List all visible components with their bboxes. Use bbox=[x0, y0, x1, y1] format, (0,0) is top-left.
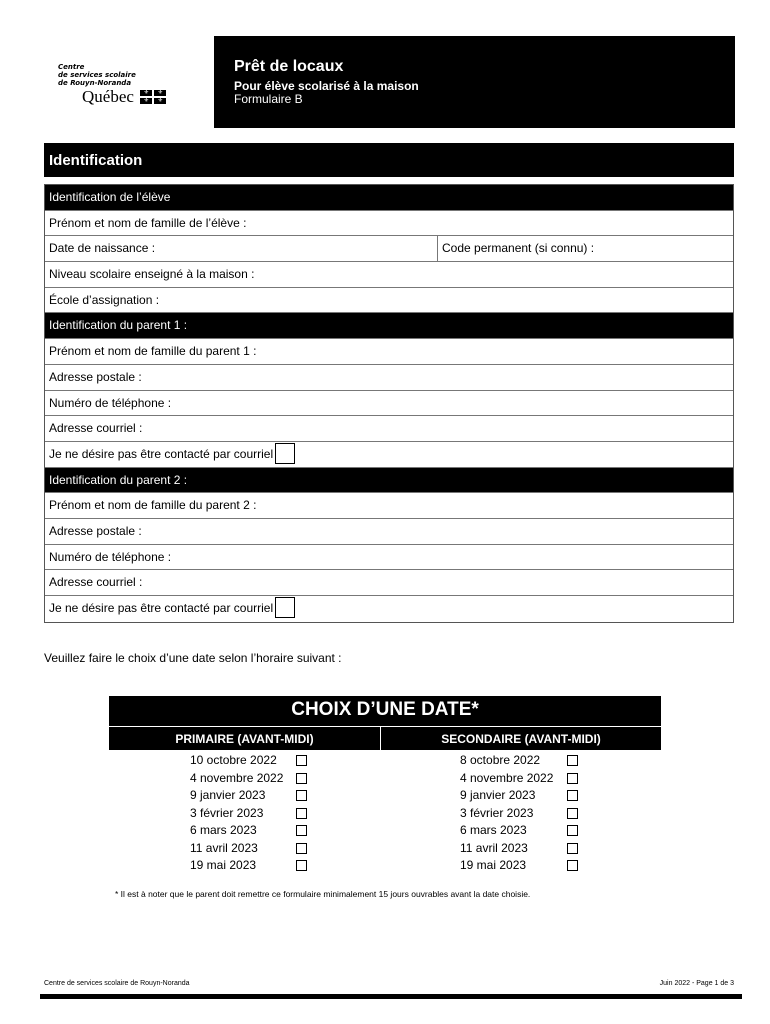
primary-date-option[interactable] bbox=[190, 770, 320, 788]
parent1-phone-field[interactable] bbox=[45, 391, 733, 417]
parent1-name-label: Prénom et nom de famille du parent 1 : bbox=[49, 344, 257, 359]
secondary-date-checkbox[interactable] bbox=[567, 773, 578, 784]
primary-date-label: 9 janvier 2023 bbox=[190, 788, 266, 802]
primary-date-label: 11 avril 2023 bbox=[190, 840, 258, 855]
student-name-label: Prénom et nom de famille de l’élève : bbox=[49, 215, 247, 230]
form-subtitle: Pour élève scolarisé à la maison bbox=[234, 79, 419, 93]
permanent-code-field[interactable]: Code permanent (si connu) : bbox=[437, 236, 594, 261]
primary-date-checkbox[interactable] bbox=[296, 808, 307, 819]
parent1-email-field[interactable] bbox=[45, 416, 733, 442]
secondary-date-checkbox[interactable] bbox=[567, 843, 578, 854]
primary-date-label: 3 février 2023 bbox=[190, 805, 264, 820]
primary-date-list bbox=[190, 752, 320, 875]
secondary-date-label: 6 mars 2023 bbox=[460, 823, 527, 837]
parent2-name-field[interactable] bbox=[45, 493, 733, 519]
parent1-address-label: Adresse postale : bbox=[49, 369, 142, 384]
primary-date-label: 6 mars 2023 bbox=[190, 823, 257, 837]
parent2-no-contact-checkbox[interactable] bbox=[275, 597, 295, 618]
date-choice-title: CHOIX D’UNE DATE* bbox=[291, 699, 479, 720]
primary-date-label: 4 novembre 2022 bbox=[190, 770, 284, 785]
parent1-no-contact-label: Je ne désire pas être contacté par courriel bbox=[49, 446, 274, 461]
parent2-section-header: Identification du parent 2 : bbox=[45, 468, 733, 494]
parent2-no-contact-row bbox=[45, 596, 733, 622]
footer-divider bbox=[40, 994, 742, 999]
section-title: Identification bbox=[49, 152, 143, 169]
primary-date-label: 19 mai 2023 bbox=[190, 858, 257, 872]
primary-date-checkbox[interactable] bbox=[296, 790, 307, 801]
identification-table bbox=[44, 184, 734, 623]
primary-date-checkbox[interactable] bbox=[296, 843, 307, 854]
logo-org-line2: de services scolaire bbox=[58, 71, 136, 79]
secondary-date-option[interactable] bbox=[460, 840, 590, 858]
fleur-de-lis-flag-icon: ⚜ ⚜ ⚜ ⚜ bbox=[140, 90, 168, 104]
secondary-date-label: 19 mai 2023 bbox=[460, 858, 527, 872]
parent1-name-field[interactable] bbox=[45, 339, 733, 365]
secondary-date-checkbox[interactable] bbox=[567, 860, 578, 871]
secondary-date-checkbox[interactable] bbox=[567, 808, 578, 819]
organization-logo bbox=[58, 63, 198, 113]
secondary-date-label: 11 avril 2023 bbox=[460, 840, 528, 855]
secondary-date-label: 8 octobre 2022 bbox=[460, 753, 541, 767]
parent2-no-contact-label: Je ne désire pas être contacté par courriel bbox=[49, 601, 274, 615]
secondary-date-option[interactable] bbox=[460, 770, 590, 788]
parent2-email-label: Adresse courriel : bbox=[49, 575, 143, 590]
school-label: École d’assignation : bbox=[49, 292, 160, 307]
parent1-no-contact-checkbox[interactable] bbox=[275, 443, 295, 464]
primary-date-checkbox[interactable] bbox=[296, 755, 307, 766]
birth-date-row bbox=[45, 236, 733, 262]
parent2-phone-field[interactable] bbox=[45, 545, 733, 571]
date-instruction: Veuillez faire le choix d’une date selon l’horaire suivant : bbox=[44, 651, 342, 665]
primary-date-checkbox[interactable] bbox=[296, 773, 307, 784]
primary-date-option[interactable] bbox=[190, 840, 320, 858]
parent1-section-header: Identification du parent 1 : bbox=[45, 313, 733, 339]
parent1-no-contact-row bbox=[45, 442, 733, 468]
primary-date-option[interactable] bbox=[190, 822, 320, 840]
secondary-date-option[interactable] bbox=[460, 805, 590, 823]
footnote: * Il est à noter que le parent doit remettre ce formulaire minimalement 15 jours ouvrables avant la date choisie. bbox=[115, 889, 531, 899]
primary-date-label: 10 octobre 2022 bbox=[190, 753, 277, 767]
form-name: Formulaire B bbox=[234, 92, 303, 106]
school-level-label: Niveau scolaire enseigné à la maison : bbox=[49, 267, 255, 282]
parent2-address-label: Adresse postale : bbox=[49, 523, 142, 538]
primary-date-option[interactable] bbox=[190, 857, 320, 875]
parent2-email-field[interactable] bbox=[45, 570, 733, 596]
primary-date-option[interactable] bbox=[190, 805, 320, 823]
secondary-date-option[interactable] bbox=[460, 752, 590, 770]
parent2-address-field[interactable] bbox=[45, 519, 733, 545]
form-title: Prêt de locaux bbox=[234, 58, 344, 75]
school-field[interactable] bbox=[45, 288, 733, 314]
secondary-date-checkbox[interactable] bbox=[567, 825, 578, 836]
logo-org-line3: de Rouyn-Noranda bbox=[58, 79, 132, 87]
form-header bbox=[214, 36, 735, 128]
primary-date-checkbox[interactable] bbox=[296, 825, 307, 836]
school-level-field[interactable] bbox=[45, 262, 733, 288]
secondary-date-label: 9 janvier 2023 bbox=[460, 788, 536, 802]
footer-organization: Centre de services scolaire de Rouyn-Noranda bbox=[44, 980, 190, 987]
student-section-header: Identification de l’élève bbox=[45, 185, 733, 211]
secondary-date-option[interactable] bbox=[460, 857, 590, 875]
logo-org-line1: Centre bbox=[58, 63, 85, 71]
primary-date-option[interactable] bbox=[190, 787, 320, 805]
date-choice-header bbox=[109, 696, 661, 726]
parent1-email-label: Adresse courriel : bbox=[49, 421, 143, 436]
secondary-column-header: SECONDAIRE (AVANT-MIDI) bbox=[381, 727, 661, 750]
primary-column-header: PRIMAIRE (AVANT-MIDI) bbox=[109, 727, 380, 750]
secondary-date-label: 4 novembre 2022 bbox=[460, 770, 554, 785]
birth-date-field[interactable]: Date de naissance : bbox=[49, 241, 156, 256]
footer-page-info: Juin 2022 - Page 1 de 3 bbox=[659, 980, 734, 987]
secondary-date-option[interactable] bbox=[460, 822, 590, 840]
identification-section-header bbox=[44, 143, 734, 177]
secondary-date-checkbox[interactable] bbox=[567, 790, 578, 801]
parent1-address-field[interactable] bbox=[45, 365, 733, 391]
parent2-name-label: Prénom et nom de famille du parent 2 : bbox=[49, 498, 257, 513]
primary-date-checkbox[interactable] bbox=[296, 860, 307, 871]
parent2-phone-label: Numéro de téléphone : bbox=[49, 549, 172, 564]
secondary-date-list bbox=[460, 752, 590, 875]
secondary-date-checkbox[interactable] bbox=[567, 755, 578, 766]
parent1-phone-label: Numéro de téléphone : bbox=[49, 395, 172, 410]
secondary-date-label: 3 février 2023 bbox=[460, 805, 534, 820]
logo-wordmark: Québec bbox=[82, 87, 134, 106]
secondary-date-option[interactable] bbox=[460, 787, 590, 805]
primary-date-option[interactable] bbox=[190, 752, 320, 770]
student-name-field[interactable] bbox=[45, 211, 733, 237]
